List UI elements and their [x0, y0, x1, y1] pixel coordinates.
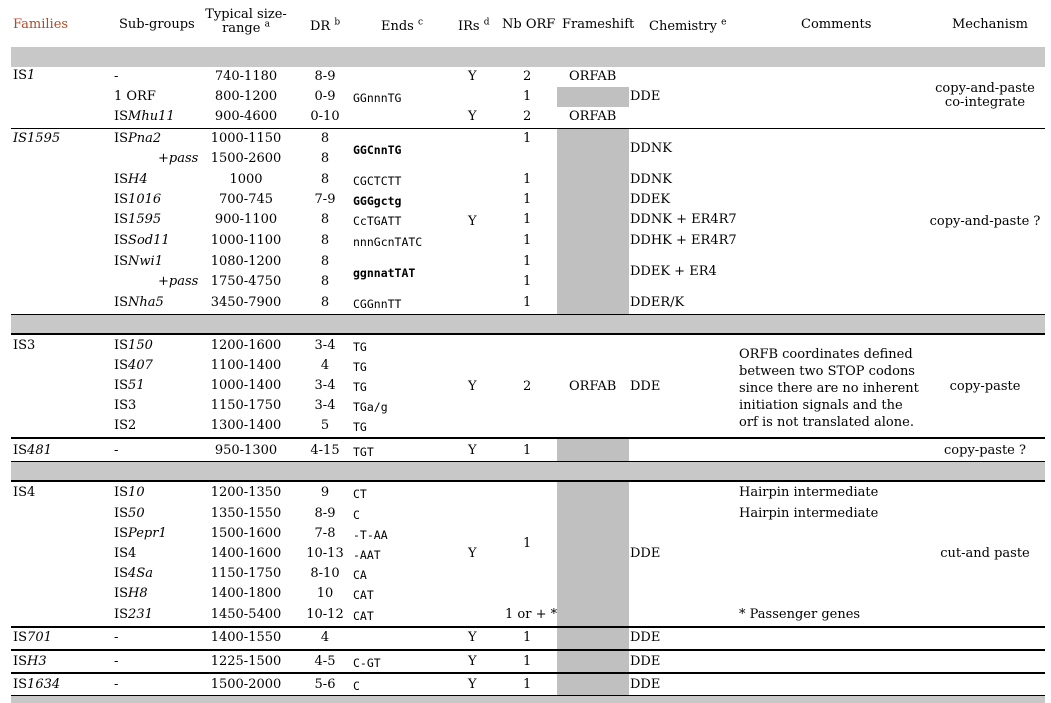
size-range: 700-745 [218, 192, 274, 207]
size-range: 1000-1150 [210, 131, 282, 146]
row-divider [11, 314, 1045, 315]
subgroup: ISNha5 [114, 295, 164, 310]
orf-value: 2 [523, 109, 532, 124]
size-range: 1300-1400 [210, 418, 282, 433]
row-divider [11, 461, 1045, 462]
row-divider [11, 480, 1045, 482]
size-range: 1200-1600 [210, 338, 282, 353]
ends-value: CGCTCTT [353, 174, 402, 188]
subgroup: IS1595 [114, 212, 162, 227]
orf-value: 2 [523, 69, 532, 84]
chemistry-value: DDER/K [630, 295, 685, 310]
orf-value: 1 [523, 131, 532, 146]
row-divider [11, 695, 1045, 696]
header-comments: Comments [801, 17, 872, 32]
size-range: 1000-1100 [210, 233, 282, 248]
dr-value: 4 [320, 630, 330, 645]
chemistry-value: DDE [630, 89, 661, 104]
size-range: 1400-1800 [210, 586, 282, 601]
orf-value: 1 [523, 254, 532, 269]
orf-value: 1 [523, 192, 532, 207]
size-range: 1500-2000 [210, 677, 282, 692]
orf-value: 1 [523, 89, 532, 104]
comment-text: Hairpin intermediate [739, 506, 879, 521]
dr-value: 5 [320, 418, 330, 433]
ends-value: ggnnatTAT [353, 266, 416, 280]
ends-value: C [353, 679, 360, 693]
frameshift-shade [557, 481, 629, 696]
dr-value: 10-13 [306, 546, 344, 561]
subgroup: 1 ORF [114, 89, 156, 104]
dr-value: 8 [320, 172, 330, 187]
dr-value: 8 [320, 295, 330, 310]
ends-value: GGGgctg [353, 194, 402, 208]
header-ends: Ends $^c$ [381, 17, 424, 34]
header-chemistry: Chemistry $^e$ [649, 17, 727, 34]
subgroup: IS50 [114, 506, 145, 521]
ends-value: CT [353, 487, 367, 501]
irs-value: Y [468, 443, 477, 458]
ends-value: TG [353, 380, 367, 394]
family-is1595: IS1595 [13, 131, 61, 146]
row-divider [11, 437, 1045, 439]
chemistry-value: DDHK + ER4R7 [630, 233, 737, 248]
size-range: 1225-1500 [210, 654, 282, 669]
orf-value: 1 [523, 172, 532, 187]
dr-value: 8-9 [314, 506, 336, 521]
family-is481: IS481 [13, 443, 52, 458]
orf-value: 1 [523, 233, 532, 248]
subgroup: ISMhu11 [114, 109, 175, 124]
dr-value: 8 [320, 254, 330, 269]
subgroup: IS2 [114, 418, 137, 433]
subgroup: IS10 [114, 485, 145, 500]
frameshift-value: ORFAB [569, 69, 617, 84]
header-dr: DR $^b$ [310, 17, 341, 34]
dr-value: 3-4 [314, 378, 336, 393]
size-range: 800-1200 [214, 89, 278, 104]
subgroup: ISSod11 [114, 233, 170, 248]
subgroup: ISNwi1 [114, 254, 163, 269]
size-range: 1500-2600 [210, 151, 282, 166]
chemistry-value: DDNK [630, 172, 672, 187]
chemistry-value: DDE [630, 677, 661, 692]
irs-value: Y [468, 654, 477, 669]
size-range: 740-1180 [214, 69, 278, 84]
row-divider [11, 649, 1045, 651]
orf-value: 1 or + * [505, 607, 558, 622]
row-divider [11, 128, 1045, 129]
frameshift-shade [557, 87, 629, 107]
ends-value: -AAT [353, 548, 381, 562]
subgroup: - [114, 443, 119, 458]
size-range: 1750-4750 [210, 274, 282, 289]
orf-value: 2 [523, 379, 532, 394]
size-range: 1000 [229, 172, 263, 187]
header-nborf: Nb ORF [502, 17, 556, 32]
family-is3: IS3 [13, 338, 36, 353]
mechanism-value: cut-and paste [940, 546, 1030, 561]
dr-value: 5-6 [314, 677, 336, 692]
size-range: 1350-1550 [210, 506, 282, 521]
size-range: 1450-5400 [210, 607, 282, 622]
subgroup: IS231 [114, 607, 153, 622]
dr-value: 10 [316, 586, 334, 601]
dr-value: 8 [320, 151, 330, 166]
comment-text: ORFB coordinates defined between two STOP codons since there are no inherent initiation signals and the orf is not translated alone. [739, 347, 919, 430]
family-is4: IS4 [13, 485, 36, 500]
ends-value: TG [353, 360, 367, 374]
size-range: 1500-1600 [210, 526, 282, 541]
size-range: 1200-1350 [210, 485, 282, 500]
size-range: 1100-1400 [210, 358, 282, 373]
size-range: 1400-1550 [210, 630, 282, 645]
size-range: 900-4600 [214, 109, 278, 124]
comment-text: * Passenger genes [739, 607, 861, 622]
comment-text: Hairpin intermediate [739, 485, 879, 500]
subgroup: +pass [158, 151, 199, 166]
irs-value: Y [468, 677, 477, 692]
ends-value: TGT [353, 445, 374, 459]
chemistry-value: DDE [630, 379, 661, 394]
dr-value: 3-4 [314, 338, 336, 353]
ends-value: CAT [353, 609, 374, 623]
size-range: 950-1300 [214, 443, 278, 458]
family-ish3: ISH3 [13, 654, 47, 669]
ends-value: CA [353, 568, 367, 582]
irs-value: Y [468, 109, 477, 124]
row-divider [11, 333, 1045, 335]
family-is1634: IS1634 [13, 677, 61, 692]
subgroup: ISH4 [114, 172, 148, 187]
orf-value: 1 [523, 274, 532, 289]
dr-value: 0-9 [314, 89, 336, 104]
subgroup: - [114, 677, 119, 692]
header-size: Typical size- range $^a$ [205, 7, 287, 36]
frameshift-value: ORFAB [569, 109, 617, 124]
subgroup: IS407 [114, 358, 153, 373]
chemistry-value: DDE [630, 630, 661, 645]
dr-value: 8 [320, 233, 330, 248]
irs-value: Y [468, 546, 477, 561]
dr-value: 7-8 [314, 526, 336, 541]
mechanism-value: copy-and-paste co-integrate [935, 81, 1035, 110]
size-range: 1150-1750 [210, 566, 282, 581]
header-mechanism: Mechanism [952, 17, 1028, 32]
row-divider [11, 626, 1045, 628]
family-is1: IS1 [13, 68, 36, 83]
size-range: 1400-1600 [210, 546, 282, 561]
orf-value: 1 [523, 630, 532, 645]
mechanism-value: copy-and-paste ? [929, 214, 1041, 229]
frameshift-shade [557, 129, 629, 315]
dr-value: 8-10 [310, 566, 340, 581]
dr-value: 8 [320, 131, 330, 146]
irs-value: Y [468, 69, 477, 84]
subgroup: ISH8 [114, 586, 148, 601]
ends-value: CAT [353, 588, 374, 602]
dr-value: 9 [320, 485, 330, 500]
dr-value: 3-4 [314, 398, 336, 413]
chemistry-value: DDEK [630, 192, 671, 207]
dr-value: 0-10 [310, 109, 340, 124]
orf-value: 1 [523, 677, 532, 692]
subgroup: IS150 [114, 338, 153, 353]
separator-band [11, 461, 1045, 481]
subgroup: - [114, 654, 119, 669]
ends-value: GGnnnTG [353, 91, 402, 105]
dr-value: 8 [320, 274, 330, 289]
size-range: 1080-1200 [210, 254, 282, 269]
ends-value: GGCnnTG [353, 143, 402, 157]
dr-value: 4-15 [310, 443, 340, 458]
subgroup: IS4Sa [114, 566, 153, 581]
chemistry-value: DDNK [630, 141, 672, 156]
size-range: 1000-1400 [210, 378, 282, 393]
orf-value: 1 [523, 443, 532, 458]
irs-value: Y [468, 214, 477, 229]
header-irs: IRs $^d$ [458, 17, 490, 34]
size-range: 1150-1750 [210, 398, 282, 413]
orf-value: 1 [523, 654, 532, 669]
irs-value: Y [468, 630, 477, 645]
dr-value: 8-9 [314, 69, 336, 84]
ends-value: nnnGcnTATC [353, 235, 423, 249]
subgroup: IS1016 [114, 192, 162, 207]
size-range: 3450-7900 [210, 295, 282, 310]
subgroup: IS51 [114, 378, 145, 393]
dr-value: 4-5 [314, 654, 336, 669]
frameshift-shade [557, 439, 629, 461]
chemistry-value: DDE [630, 546, 661, 561]
subgroup: IS4 [114, 546, 137, 561]
chemistry-value: DDE [630, 654, 661, 669]
dr-value: 4 [320, 358, 330, 373]
ends-value: C [353, 508, 360, 522]
header-band [11, 47, 1045, 67]
size-range: 900-1100 [214, 212, 278, 227]
footer-band [11, 696, 1045, 703]
header-families: Families [13, 17, 69, 32]
ends-value: TG [353, 420, 367, 434]
mechanism-value: copy-paste ? [944, 443, 1026, 458]
ends-value: TG [353, 340, 367, 354]
ends-value: CcTGATT [353, 214, 402, 228]
orf-value: 1 [523, 295, 532, 310]
chemistry-value: DDEK + ER4 [630, 264, 717, 279]
dr-value: 10-12 [306, 607, 344, 622]
ends-value: TGa/g [353, 400, 388, 414]
ends-value: -T-AA [353, 528, 388, 542]
subgroup: ISPna2 [114, 131, 162, 146]
frameshift-value: ORFAB [569, 379, 617, 394]
header-frameshift: Frameshift [562, 17, 635, 32]
chemistry-value: DDNK + ER4R7 [630, 212, 737, 227]
separator-band [11, 315, 1045, 334]
mechanism-value: copy-paste [949, 379, 1021, 394]
ends-value: CGGnnTT [353, 297, 402, 311]
ends-value: C-GT [353, 656, 381, 670]
subgroup: +pass [158, 274, 199, 289]
dr-value: 8 [320, 212, 330, 227]
dr-value: 7-9 [314, 192, 336, 207]
subgroup: ISPepr1 [114, 526, 167, 541]
subgroup: - [114, 69, 119, 84]
row-divider [11, 672, 1045, 674]
subgroup: IS3 [114, 398, 137, 413]
family-is701: IS701 [13, 630, 52, 645]
subgroup: - [114, 630, 119, 645]
orf-value: 1 [523, 212, 532, 227]
orf-value: 1 [523, 536, 532, 551]
header-subgroups: Sub-groups [119, 17, 195, 32]
irs-value: Y [468, 379, 477, 394]
